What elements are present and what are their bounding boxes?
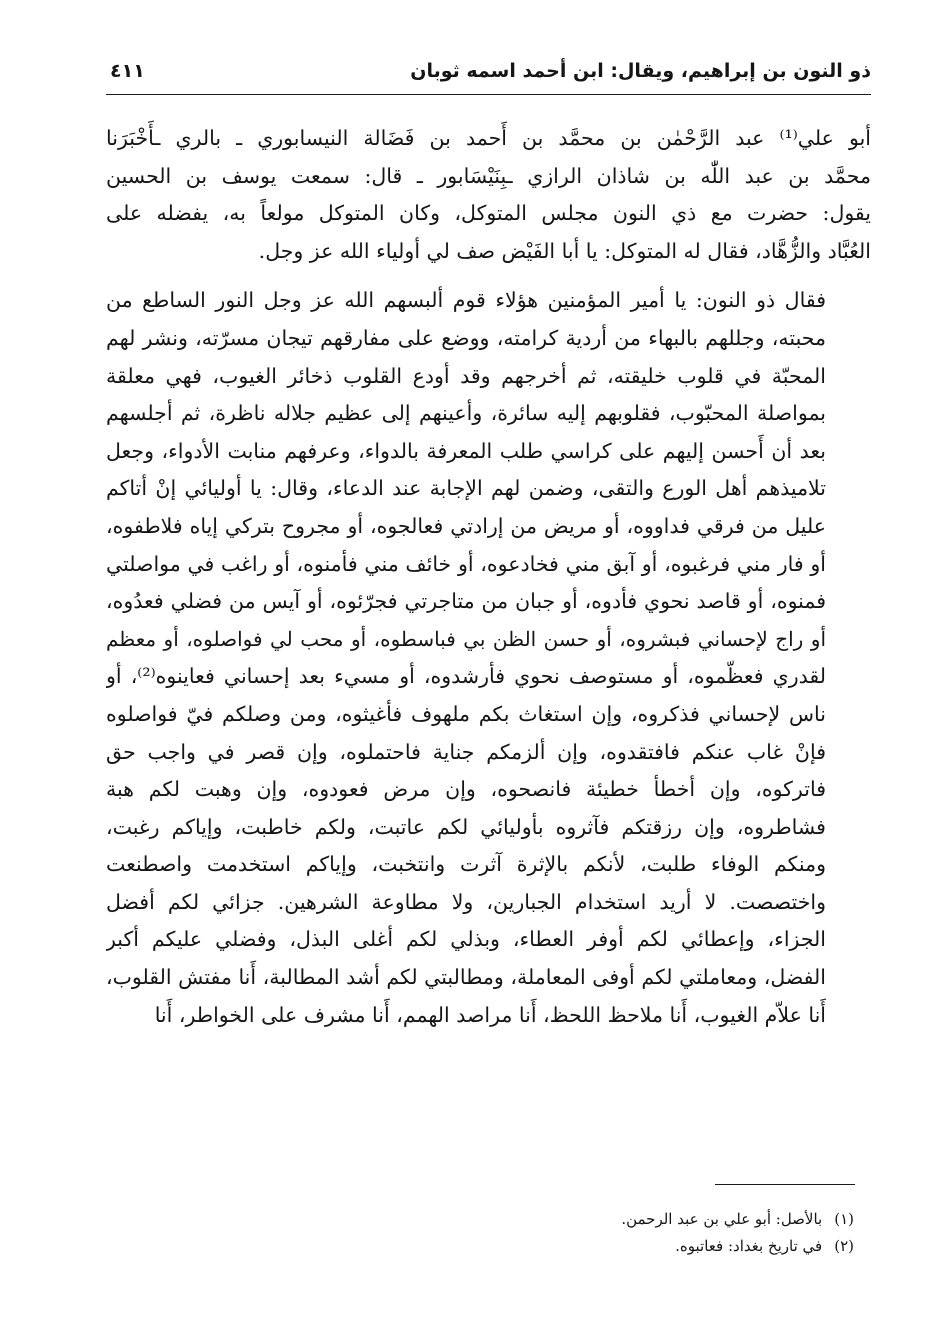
- footnote-separator: [715, 1184, 855, 1185]
- text-line: يقول: حضرت مع ذي النون مجلس المتوكل، وكان المتوكل مولعاً به، يفضله على: [106, 201, 871, 226]
- footnote-2: [114, 1233, 854, 1260]
- text-line: أَنا علاّم الغيوب، أَنا ملاحظ اللحظ، أَنا مراصد الهمم، أَنا مشرف على الخواطر، أَنا: [154, 1002, 826, 1027]
- text-line: محبته، وجللهم بالبهاء من أردية كرامته، ووضع على مفارقهم تيجان مسرّته، ونشر لهم: [106, 325, 826, 350]
- text-line: فاتركوه، وإن أخطأ خطيئة فانصحوه، وإن مرض فعودوه، وإن وهبت لكم هبة: [106, 777, 826, 802]
- text-line: محمَّد بن عبد اللّٰه بن شاذان الرازي ـبِنَيْسَابور ـ قال: سمعت يوسف بن الحسين: [106, 163, 871, 188]
- page-header: [106, 58, 871, 95]
- footnote-text: بالأصل: أبو علي بن عبد الرحمن.: [621, 1210, 823, 1228]
- body-text: [106, 120, 871, 1034]
- text-line: واختصصت. لا أريد استخدام الجبارين، ولا مطاوعة الشرهين. جزائي لكم أفضل: [106, 889, 826, 914]
- page-number: ٤١١: [110, 60, 145, 82]
- text-line: أو راج لإحساني فبشروه، أو حسن الظن بي فباسطوه، أو محب لي فواصلوه، أو معظم: [106, 626, 826, 651]
- text-line: تلاميذهم أهل الورع والتقى، وضمن لهم الإجابة عند الدعاء، وقال: يا أوليائي إنْ أتاكم: [106, 476, 826, 501]
- text-line: المحبّة في قلوب خليقته، ثم أخرجهم وقد أودع القلوب ذخائر الغيوب، فهي معلقة: [106, 363, 826, 388]
- paragraph-2: [106, 282, 871, 1034]
- paragraph-1: [106, 120, 871, 270]
- text-line: ومنكم الوفاء طلبت، لأنكم بالإثرة آثرت وانتخبت، وإياكم استخدمت واصطنعت: [106, 852, 826, 877]
- footnote-text: في تاريخ بغداد: فعاتبوه.: [675, 1237, 823, 1255]
- running-title: ذو النون بن إبراهيم، ويقال: ابن أحمد اسمه ثوبان: [410, 60, 871, 82]
- text-line: العُبَّاد والزُّهَّاد، فقال له المتوكل: يا أبا الفَيْض صف لي أولياء الله عز وجل.: [258, 238, 871, 263]
- text-line: فشاطروه، وإن رزقتكم فآثروه بأوليائي لكم عاتبت، ولكم خاطبت، وإياكم رغبت،: [106, 814, 826, 839]
- text-line: لقدري فعظّموه، أو مستوصف نحوي فأرشدوه، أو مسيء بعد إحساني فعاينوه⁽²⁾، أو: [106, 664, 827, 689]
- text-line: عليل من فرقي فداووه، أو مريض من إرادتي فعالجوه، أو مجروح بتركي إياه فلاطفوه،: [106, 513, 826, 538]
- footnote-number: (١): [834, 1210, 854, 1228]
- text-line: ناس لإحساني فذكروه، وإن استغاث بكم ملهوف فأغيثوه، ومن وصلكم فيّ فواصلوه: [106, 701, 826, 726]
- footnote-1: [114, 1206, 854, 1233]
- text-line: بمواصلة المحبّوب، فقلوبهم إليه سائرة، وأعينهم إلى عظيم جلاله ناظرة، ثم أجلسهم: [106, 401, 826, 426]
- footnote-number: (٢): [834, 1237, 854, 1255]
- footnotes: [114, 1206, 854, 1260]
- text-line: فقال ذو النون: يا أمير المؤمنين هؤلاء قوم ألبسهم الله عز وجل النور الساطع من: [106, 288, 826, 313]
- text-line: الجزاء، وإعطائي لكم أوفر العطاء، وبذلي لكم أغلى البذل، وفضلي عليكم أكبر: [106, 927, 826, 952]
- text-line: بعد أن أَحسن إليهم على كراسي طلب المعرفة بالدواء، وعرفهم منابت الأدواء، وجعل: [106, 438, 826, 463]
- text-line: فمنوه، أو قاصد نحوي فأدوه، أو جبان من متاجرتي فجرّئوه، أو آيس من فضلي فعدُوه،: [106, 589, 826, 614]
- text-line: فإنْ غاب عنكم فافتقدوه، وإن ألزمكم جناية فاحتملوه، وإن قصر في واجب حق: [106, 739, 826, 764]
- text-line: الفضل، ومعاملتي لكم أوفى المعاملة، ومطالبتي لكم أشد المطالبة، أَنا مفتش القلوب،: [106, 965, 826, 990]
- text-line: أبو علي⁽¹⁾ عبد الرَّحْمٰن بن محمَّد بن أَحمد بن فَضَالة النيسابوري ـ بالري ـأَخْبَرَنا: [106, 126, 871, 150]
- text-line: أو فار مني فرغبوه، أو آبق مني فخادعوه، أو خائف مني فأمنوه، أو راغب في مواصلتي: [106, 551, 826, 576]
